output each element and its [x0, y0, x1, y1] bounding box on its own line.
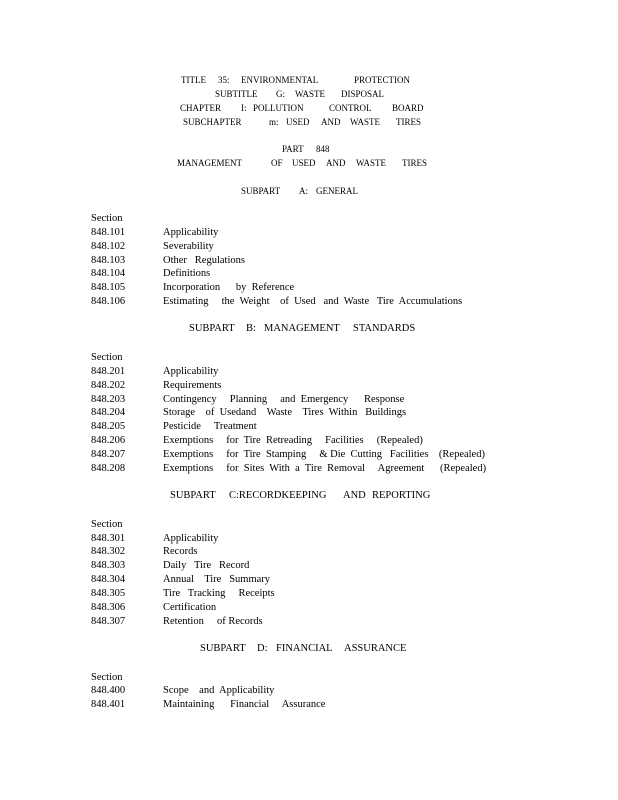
- header-subtitle-word1: WASTE: [295, 89, 325, 99]
- section-number: 848.204: [91, 407, 126, 418]
- header-part-number: 848: [316, 144, 330, 154]
- section-row: [0, 615, 618, 629]
- header-subchapter-word4: TIRES: [396, 117, 422, 127]
- section-title: Other Regulations: [163, 255, 245, 266]
- section-number: 848.201: [91, 366, 126, 377]
- subpart-b-heading-label: SUBPART: [189, 323, 235, 334]
- header-subtitle-word2: DISPOSAL: [341, 89, 385, 99]
- header-subchapter-word3: WASTE: [350, 117, 380, 127]
- header-subchapter-label: SUBCHAPTER: [183, 117, 242, 127]
- subpart-c-heading-word3: REPORTING: [372, 490, 431, 501]
- section-title: Applicability: [163, 366, 219, 377]
- header-part-title-word1: MANAGEMENT: [177, 158, 242, 168]
- header-subtitle-label: SUBTITLE: [215, 89, 258, 99]
- section-label: Section: [91, 519, 123, 530]
- section-title: Scope and Applicability: [163, 685, 275, 696]
- section-row: [0, 684, 618, 698]
- section-title: Annual Tire Summary: [163, 574, 271, 585]
- section-title: Applicability: [163, 227, 219, 238]
- section-row: [0, 295, 618, 309]
- section-row: [0, 379, 618, 393]
- section-row: [0, 226, 618, 240]
- header-subchapter-word1: USED: [286, 117, 310, 127]
- section-number: 848.205: [91, 421, 126, 432]
- section-row: [0, 545, 618, 559]
- section-row: [0, 281, 618, 295]
- section-title: Records: [163, 546, 198, 557]
- header-part-title-word6: TIRES: [402, 158, 428, 168]
- header-title-word1: ENVIRONMENTAL: [241, 75, 319, 85]
- section-row: [0, 698, 618, 712]
- subpart-d-heading-letter: D:: [257, 643, 268, 654]
- header-part-title-word5: WASTE: [356, 158, 386, 168]
- subpart-a-heading-title: GENERAL: [316, 186, 358, 196]
- section-number: 848.105: [91, 282, 126, 293]
- section-number: 848.102: [91, 241, 126, 252]
- section-number: 848.207: [91, 449, 126, 460]
- subpart-a-heading-label: SUBPART: [241, 186, 281, 196]
- section-row: [0, 434, 618, 448]
- header-title-word2: PROTECTION: [354, 75, 410, 85]
- header-part-label: PART: [282, 144, 304, 154]
- header-title-label: TITLE: [181, 75, 206, 85]
- section-title: Exemptions for Tire Stamping & Die Cutting Facilities (Repealed): [163, 449, 485, 460]
- header-chapter-label: CHAPTER: [180, 103, 222, 113]
- section-title: Storage of Usedand Waste Tires Within Buildings: [163, 407, 407, 418]
- section-row: [0, 254, 618, 268]
- section-title: Contingency Planning and Emergency Response: [163, 394, 405, 405]
- section-row: [0, 240, 618, 254]
- section-number: 848.103: [91, 255, 126, 266]
- section-title: Tire Tracking Receipts: [163, 588, 275, 599]
- section-number: 848.208: [91, 463, 126, 474]
- subpart-d-heading-label: SUBPART: [200, 643, 246, 654]
- section-title: Maintaining Financial Assurance: [163, 699, 326, 710]
- subpart-b-heading-letter: B:: [246, 323, 256, 334]
- section-title: Severability: [163, 241, 214, 252]
- subpart-d-heading-word2: ASSURANCE: [344, 643, 407, 654]
- section-number: 848.101: [91, 227, 126, 238]
- section-title: Pesticide Treatment: [163, 421, 257, 432]
- subpart-c-heading-word1: C:RECORDKEEPING: [229, 490, 327, 501]
- section-row: [0, 365, 618, 379]
- section-row: [0, 559, 618, 573]
- header-subchapter-letter: m:: [269, 117, 279, 127]
- section-title: Definitions: [163, 268, 211, 279]
- section-row: [0, 573, 618, 587]
- section-number: 848.303: [91, 560, 126, 571]
- section-row: [0, 587, 618, 601]
- section-number: 848.401: [91, 699, 126, 710]
- section-number: 848.307: [91, 616, 126, 627]
- section-title: Daily Tire Record: [163, 560, 250, 571]
- subpart-b-heading-word1: MANAGEMENT: [264, 323, 340, 334]
- section-title: Exemptions for Sites With a Tire Removal Agreement (Repealed): [163, 463, 487, 474]
- section-number: 848.203: [91, 394, 126, 405]
- header-chapter-number: I:: [241, 103, 247, 113]
- section-number: 848.304: [91, 574, 126, 585]
- header-part-title-word3: USED: [292, 158, 316, 168]
- section-title: Requirements: [163, 380, 222, 391]
- section-number: 848.202: [91, 380, 126, 391]
- header-subchapter-word2: AND: [321, 117, 341, 127]
- section-number: 848.206: [91, 435, 126, 446]
- section-title: Certification: [163, 602, 217, 613]
- section-number: 848.306: [91, 602, 126, 613]
- section-row: [0, 448, 618, 462]
- header-chapter-word1: POLLUTION: [253, 103, 304, 113]
- section-row: [0, 406, 618, 420]
- section-number: 848.400: [91, 685, 126, 696]
- section-title: Estimating the Weight of Used and Waste Tire Accumulations: [163, 296, 463, 307]
- section-number: 848.302: [91, 546, 126, 557]
- section-title: Exemptions for Tire Retreading Facilities (Repealed): [163, 435, 423, 446]
- section-title: Incorporation by Reference: [163, 282, 295, 293]
- subpart-a-heading-letter: A:: [299, 186, 308, 196]
- section-label: Section: [91, 672, 123, 683]
- section-label: Section: [91, 352, 123, 363]
- section-number: 848.301: [91, 533, 126, 544]
- subpart-c-heading-word2: AND: [343, 490, 366, 501]
- section-label: Section: [91, 213, 123, 224]
- header-chapter-word3: BOARD: [392, 103, 424, 113]
- section-number: 848.104: [91, 268, 126, 279]
- section-title: Applicability: [163, 533, 219, 544]
- subpart-c-heading-label: SUBPART: [170, 490, 216, 501]
- section-row: [0, 601, 618, 615]
- section-row: [0, 267, 618, 281]
- section-row: [0, 532, 618, 546]
- section-number: 848.305: [91, 588, 126, 599]
- header-title-number: 35:: [218, 75, 230, 85]
- section-row: [0, 462, 618, 476]
- subpart-b-heading-word2: STANDARDS: [353, 323, 416, 334]
- header-chapter-word2: CONTROL: [329, 103, 372, 113]
- section-row: [0, 420, 618, 434]
- header-part-title-word4: AND: [326, 158, 346, 168]
- section-number: 848.106: [91, 296, 126, 307]
- header-subtitle-letter: G:: [276, 89, 285, 99]
- subpart-d-heading-word1: FINANCIAL: [276, 643, 333, 654]
- header-part-title-word2: OF: [271, 158, 283, 168]
- section-row: [0, 393, 618, 407]
- section-title: Retention of Records: [163, 616, 263, 627]
